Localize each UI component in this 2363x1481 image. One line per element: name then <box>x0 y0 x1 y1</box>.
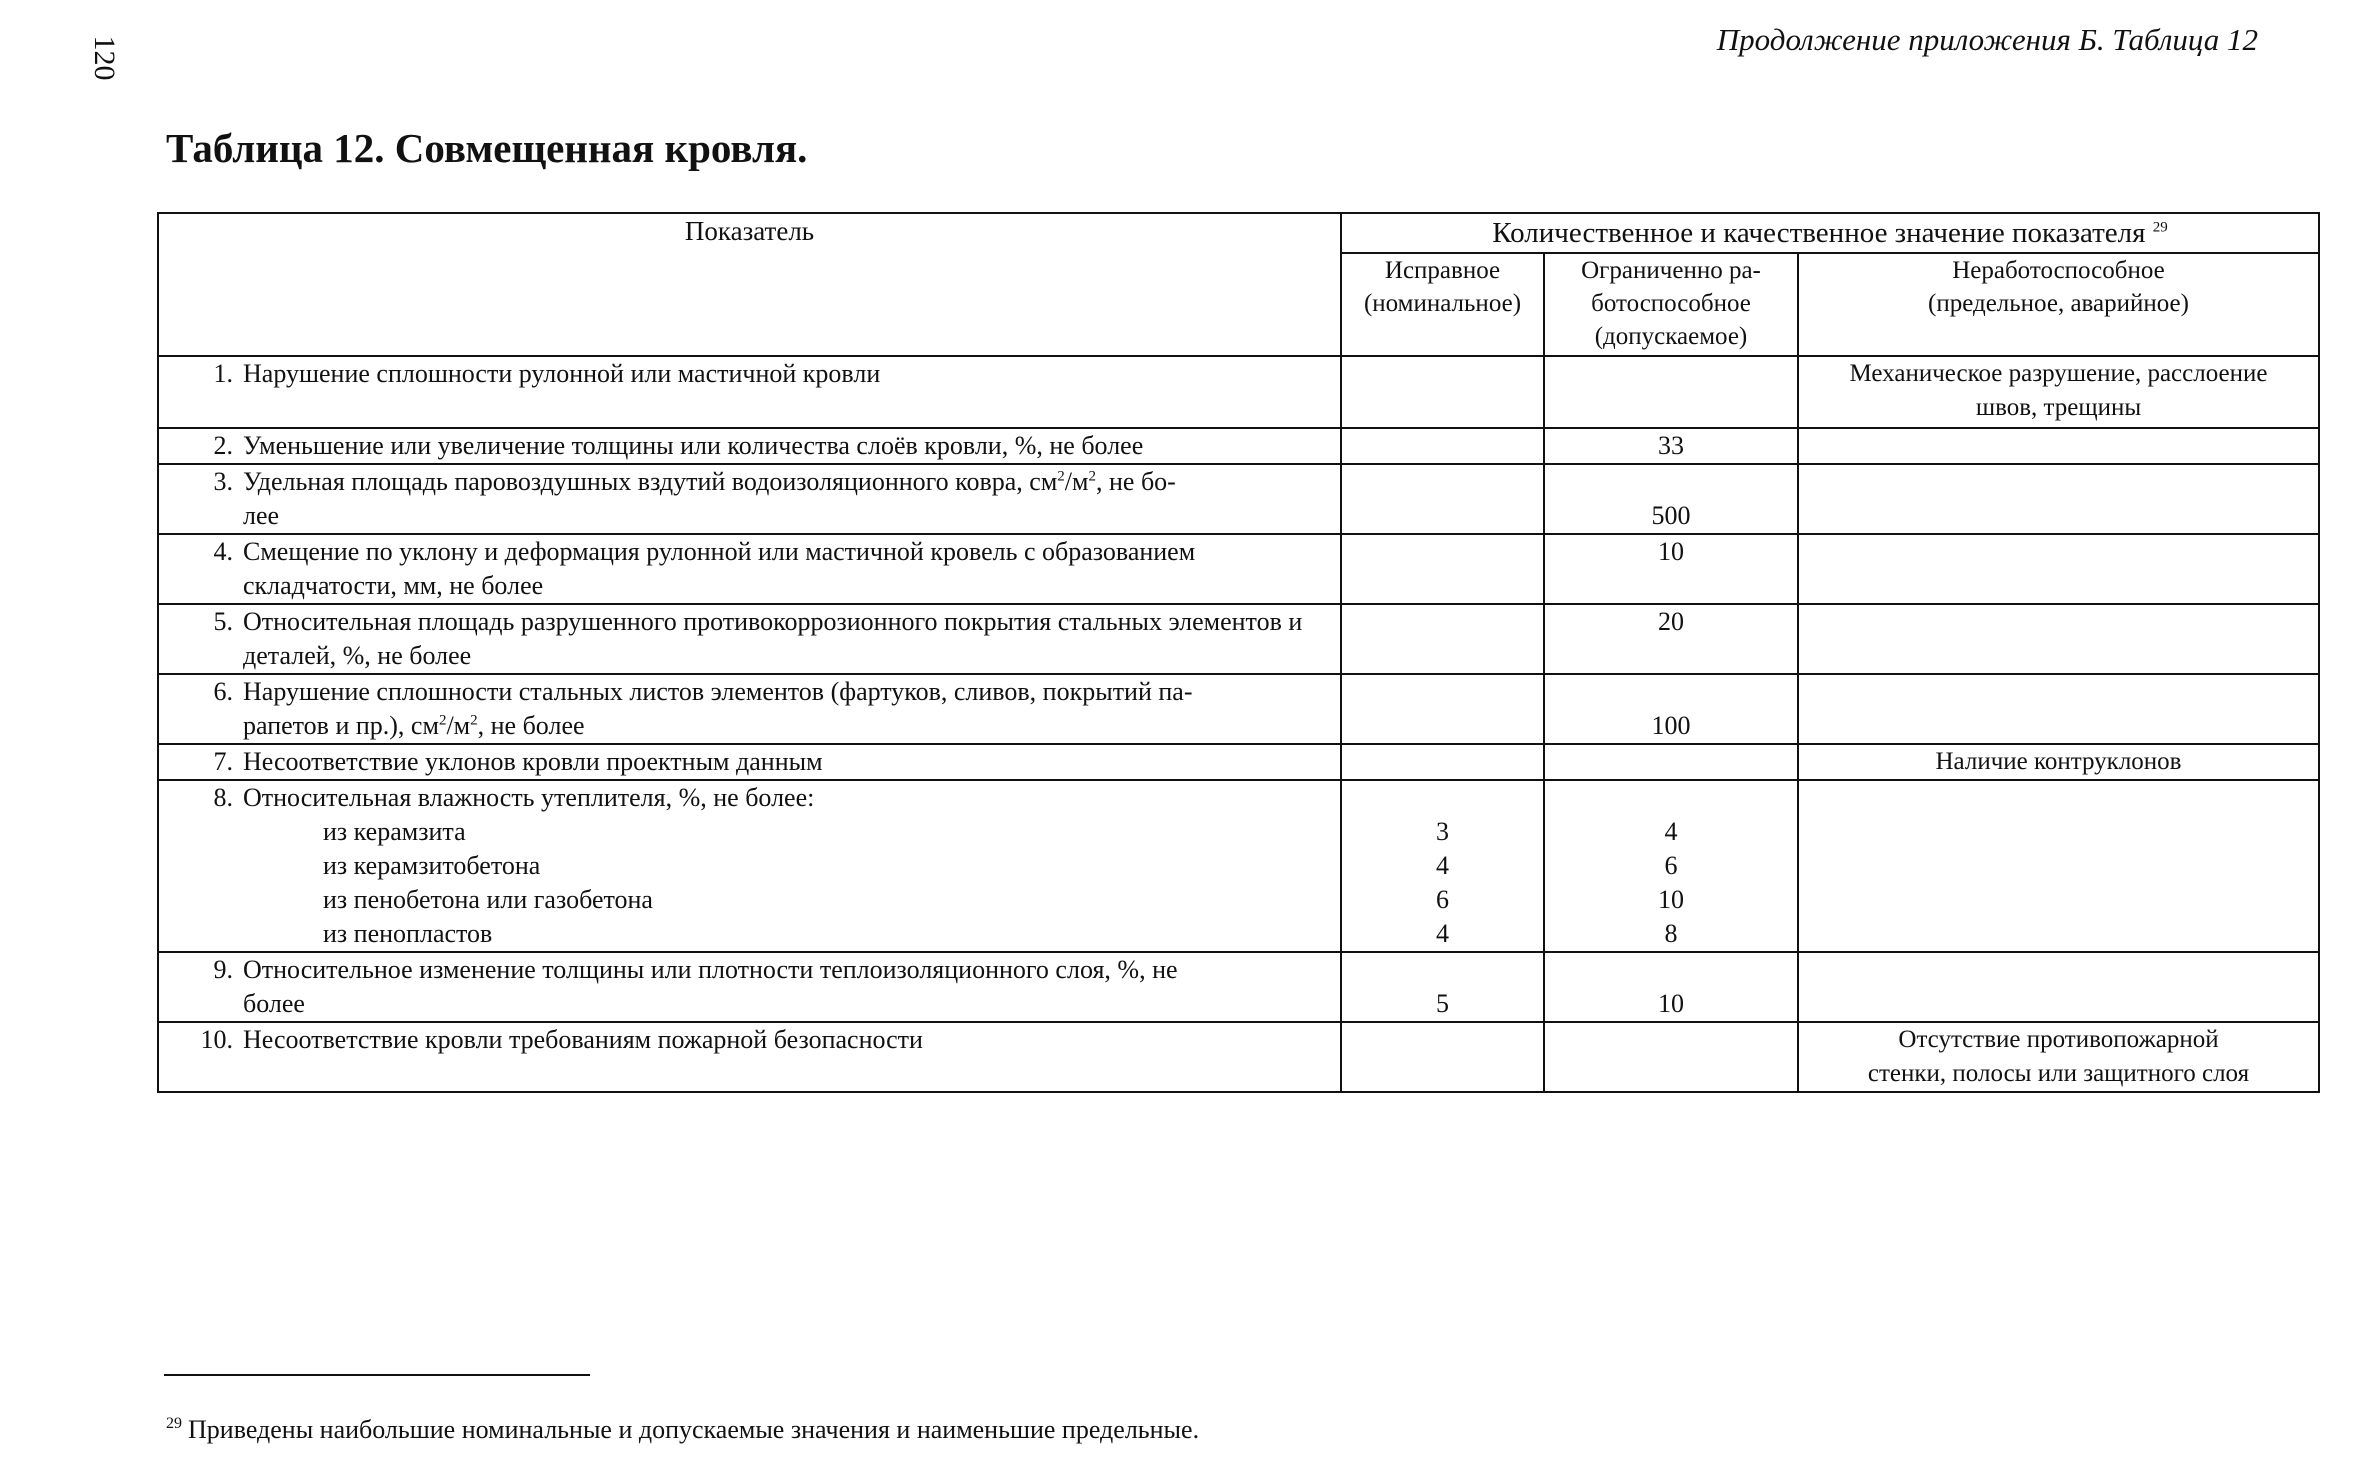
value-group-header <box>1341 213 2319 253</box>
limited-value: 500 <box>1544 464 1798 534</box>
indicator-cell <box>158 604 1341 674</box>
sub-limited-value: 10 <box>1658 885 1684 914</box>
sub-limited-value: 4 <box>1664 817 1678 846</box>
table-row <box>158 1022 2319 1092</box>
limited-value <box>1544 356 1798 428</box>
limited-value <box>1544 780 1798 952</box>
indicator-text-part: рапетов и пр.), см <box>243 711 439 740</box>
table-row <box>158 952 2319 1022</box>
ok-value <box>1341 534 1544 604</box>
sub-ok-value: 6 <box>1436 885 1449 914</box>
indicator-text <box>243 953 1334 1021</box>
indicator-text-part: Удельная площадь паровоздушных вздутий водоизоляционного ковра, см <box>243 467 1058 496</box>
row-number: 6. <box>213 677 233 706</box>
indicator-text: Несоответствие уклонов кровли проектным данным <box>243 747 823 776</box>
inoperable-value <box>1798 674 2319 744</box>
limited-value: 33 <box>1544 428 1798 464</box>
row-number: 10. <box>200 1025 233 1054</box>
sub-row-label: из пенопластов <box>323 919 493 948</box>
limited-value: 10 <box>1544 534 1798 604</box>
row-number: 9. <box>213 955 233 984</box>
ok-value <box>1341 356 1544 428</box>
inoperable-line: швов, трещины <box>1975 394 2142 421</box>
sub-ok-value: 4 <box>1436 851 1449 880</box>
indicator-text: Смещение по уклону и деформация рулонной или мастичной кровель с образованием складчатости, мм, не более <box>243 537 1196 600</box>
row-number: 5. <box>213 607 233 636</box>
ok-value <box>1341 428 1544 464</box>
table-row <box>158 674 2319 744</box>
footnote-number: 29 <box>166 1415 182 1433</box>
row-number: 8. <box>213 783 233 812</box>
inoperable-value <box>1798 604 2319 674</box>
indicator-cell <box>158 780 1341 952</box>
indicator-cell <box>158 534 1341 604</box>
indicator-cell <box>158 356 1341 428</box>
limited-header-line: (допускаемое) <box>1594 323 1748 350</box>
indicator-text-part: /м <box>1064 467 1089 496</box>
indicator-header: Показатель <box>158 213 1341 356</box>
inoperable-line: Отсутствие противопожарной <box>1898 1026 2219 1053</box>
indicator-cell <box>158 1022 1341 1092</box>
sub-row-label: из пенобетона или газобетона <box>323 885 653 914</box>
page-number: 120 <box>88 35 121 81</box>
inoperable-header-line: Неработоспособное <box>1952 257 2165 284</box>
row-number: 3. <box>213 467 233 496</box>
row-number: 7. <box>213 747 233 776</box>
row-number: 4. <box>213 537 233 566</box>
indicator-text-part: , не бо- <box>1095 467 1176 496</box>
table-row <box>158 356 2319 428</box>
footnote-text: Приведены наибольшие номинальные и допускаемые значения и наименьшие предельные. <box>188 1415 1200 1444</box>
indicator-cell <box>158 952 1341 1022</box>
table-row <box>158 604 2319 674</box>
indicator-text <box>243 675 1334 743</box>
ok-value <box>1341 780 1544 952</box>
indicator-cell <box>158 674 1341 744</box>
limited-value: 10 <box>1544 952 1798 1022</box>
table-row <box>158 780 2319 952</box>
superscript: 2 <box>1088 468 1096 485</box>
inoperable-value <box>1798 534 2319 604</box>
running-head: Продолжение приложения Б. Таблица 12 <box>1716 22 2258 57</box>
indicator-cell <box>158 464 1341 534</box>
row-number: 1. <box>213 359 233 388</box>
indicator-cell <box>158 428 1341 464</box>
table-title: Таблица 12. Совмещенная кровля. <box>166 125 808 171</box>
ok-value <box>1341 744 1544 780</box>
table-row <box>158 744 2319 780</box>
table-row <box>158 428 2319 464</box>
indicator-text: Относительная влажность утеплителя, %, не более: <box>243 783 815 812</box>
limited-value <box>1544 744 1798 780</box>
table-row <box>158 534 2319 604</box>
inoperable-value <box>1798 428 2319 464</box>
indicator-cell <box>158 744 1341 780</box>
value-group-header-text: Количественное и качественное значение показателя <box>1492 217 2146 249</box>
inoperable-line: Механическое разрушение, расслоение <box>1849 360 2268 387</box>
footnote <box>166 1415 1199 1445</box>
inoperable-line: Наличие контруклонов <box>1935 748 2182 775</box>
sub-row-label: из керамзитобетона <box>323 851 541 880</box>
inoperable-value <box>1798 744 2319 780</box>
ok-value: 5 <box>1341 952 1544 1022</box>
sub-limited-value: 8 <box>1664 919 1678 948</box>
indicator-text: Несоответствие кровли требованиям пожарной безопасности <box>243 1025 923 1054</box>
superscript: 2 <box>470 712 478 729</box>
limited-column-header <box>1544 253 1798 356</box>
ok-value <box>1341 1022 1544 1092</box>
inoperable-column-header <box>1798 253 2319 356</box>
superscript: 2 <box>438 712 447 729</box>
sub-limited-value: 6 <box>1664 851 1678 880</box>
inoperable-value <box>1798 952 2319 1022</box>
indicator-text <box>243 465 1334 533</box>
sub-ok-value: 4 <box>1436 919 1449 948</box>
indicator-text-part: , не более <box>477 711 585 740</box>
header-row-group <box>158 213 2319 253</box>
ok-header-line: (номинальное) <box>1363 290 1522 317</box>
inoperable-value <box>1798 356 2319 428</box>
sub-ok-value: 3 <box>1436 817 1449 846</box>
indicator-text: Уменьшение или увеличение толщины или количества слоёв кровли, %, не более <box>243 431 1144 460</box>
footnote-mark: 29 <box>2152 219 2168 236</box>
indicator-text-part: лее <box>243 501 280 530</box>
ok-value <box>1341 674 1544 744</box>
condition-table <box>157 212 2320 1093</box>
inoperable-line: стенки, полосы или защитного слоя <box>1867 1060 2250 1087</box>
limited-header-line: ботоспособное <box>1591 290 1751 317</box>
sub-row-label: из керамзита <box>323 817 466 846</box>
limited-value: 100 <box>1544 674 1798 744</box>
indicator-text-line: более <box>243 989 305 1018</box>
indicator-text-part: /м <box>446 711 471 740</box>
indicator-text-part: Нарушение сплошности стальных листов элементов (фартуков, сливов, покрытий па- <box>243 677 1193 706</box>
inoperable-value <box>1798 1022 2319 1092</box>
limited-header-line: Ограниченно ра- <box>1581 257 1761 284</box>
indicator-text-line: Относительное изменение толщины или плотности теплоизоляционного слоя, %, не <box>243 955 1178 984</box>
footnote-divider <box>164 1374 590 1376</box>
indicator-text: Относительная площадь разрушенного противокоррозионного покрытия стальных элементов и деталей, %, не более <box>243 607 1303 670</box>
ok-header-line: Исправное <box>1384 257 1501 284</box>
row-number: 2. <box>213 431 233 460</box>
limited-value: 20 <box>1544 604 1798 674</box>
indicator-text: Нарушение сплошности рулонной или мастичной кровли <box>243 359 881 388</box>
limited-value <box>1544 1022 1798 1092</box>
inoperable-value <box>1798 464 2319 534</box>
ok-value <box>1341 604 1544 674</box>
inoperable-value <box>1798 780 2319 952</box>
ok-column-header <box>1341 253 1544 356</box>
table-row <box>158 464 2319 534</box>
ok-value <box>1341 464 1544 534</box>
superscript: 2 <box>1057 468 1065 485</box>
inoperable-header-line: (предельное, аварийное) <box>1928 290 2189 317</box>
